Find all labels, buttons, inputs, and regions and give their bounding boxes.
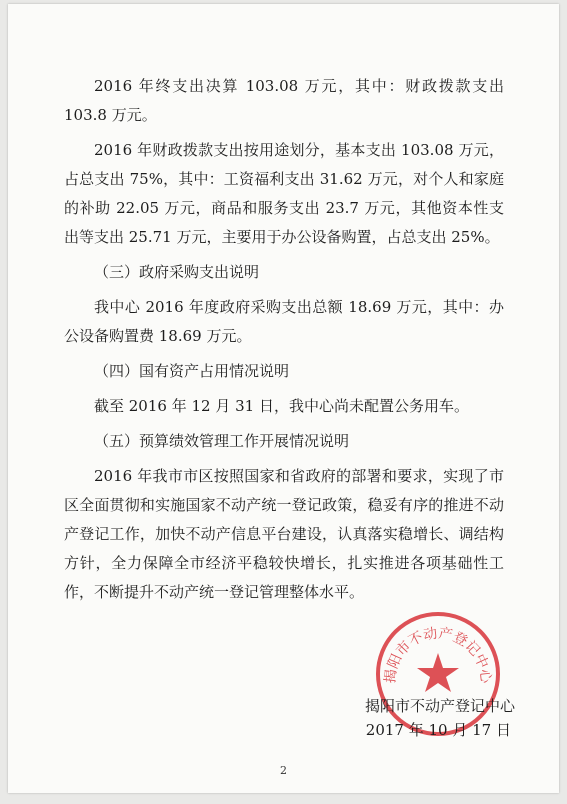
paragraph-expenditure-by-use: 2016 年财政拨款支出按用途划分，基本支出 103.08 万元，占总支出 75%，其中：工资福利支出 31.62 万元，对个人和家庭的补助 22.05 万元，商品和服务支出 23.7 万元，其他资本性支出等支出 25.71 万元，主要用于办公设备购置，占总支出 25%。 <box>64 141 504 246</box>
section-heading-state-assets: （四）国有资产占用情况说明 <box>94 362 290 380</box>
paragraph-final-expenditure: 2016 年终支出决算 103.08 万元，其中：财政拨款支出 103.8 万元。 <box>64 77 504 124</box>
signature-block <box>365 694 515 742</box>
paragraph-performance: 2016 年我市市区按照国家和省政府的部署和要求，实现了市区全面贯彻和实施国家不动产统一登记政策，稳妥有序的推进不动产登记工作，加快不动产信息平台建设，认真落实稳增长、调结构方针，全力保障全市经济平稳较快增长，扎实推进各项基础性工作，不断提升不动产统一登记管理整体水平。 <box>64 467 504 601</box>
signature-date: 2017 年 10 月 17 日 <box>365 721 511 739</box>
page-number: 2 <box>280 764 287 777</box>
seal-text: 揭阳市不动产登记中心 <box>382 625 494 685</box>
document-page <box>8 4 559 793</box>
seal-star-icon <box>417 653 459 692</box>
paragraph-state-assets: 截至 2016 年 12 月 31 日，我中心尚未配置公务用车。 <box>94 397 469 415</box>
section-heading-performance: （五）预算绩效管理工作开展情况说明 <box>94 432 350 450</box>
paragraph-procurement: 我中心 2016 年度政府采购支出总额 18.69 万元，其中：办公设备购置费 18.69 万元。 <box>64 298 504 345</box>
signature-organization: 揭阳市不动产登记中心 <box>364 697 515 715</box>
document-body <box>64 72 504 607</box>
section-heading-procurement: （三）政府采购支出说明 <box>94 263 260 281</box>
